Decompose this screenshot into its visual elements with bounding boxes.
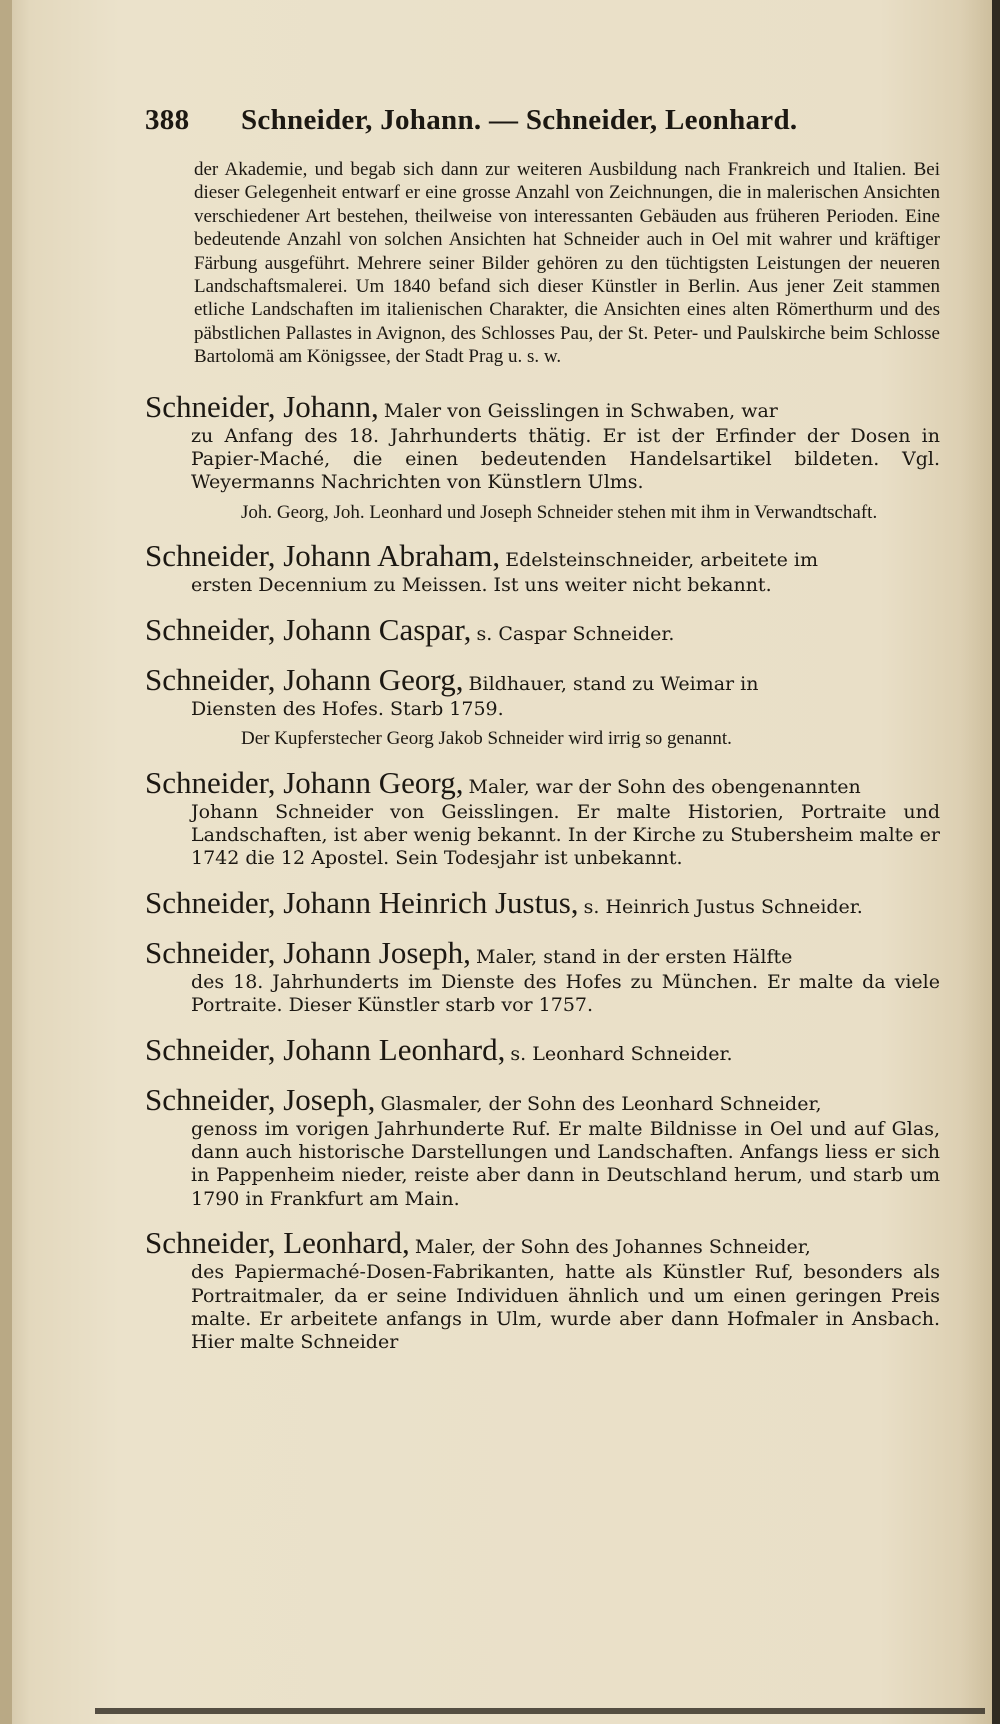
entry-heading: Schneider, Johann Caspar, — [145, 611, 472, 647]
entry-text: des 18. Jahrhunderts im Dienste des Hofes zu München. Er malte da viele Portraite. Dieser Künstler starb vor 1757. — [191, 970, 940, 1017]
entry-text: Johann Schneider von Geisslingen. Er malte Historien, Portraite und Landschaften, ist aber wenig bekannt. In der Kirche zu Stubersheim malte er 1742 die 12 Apostel. Sein Todesjahr ist unbekannt. — [191, 800, 940, 870]
entry-description: Maler, der Sohn des Johannes Schneider, — [414, 1236, 811, 1259]
entry-heading: Schneider, Johann, — [145, 388, 379, 424]
entry-description: Maler von Geisslingen in Schwaben, war — [383, 399, 778, 422]
entry-text: genoss im vorigen Jahrhunderte Ruf. Er malte Bildnisse in Oel und auf Glas, dann auch historische Darstellungen und Landschaften. Anfangs liess er sich in Pappenheim nieder, reiste aber dann in Deutschland herum, und starb um 1790 in Frankfurt am Main. — [191, 1117, 940, 1210]
entry-heading: Schneider, Johann Joseph, — [145, 934, 471, 970]
dictionary-entry — [145, 389, 940, 525]
entry-heading: Schneider, Johann Abraham, — [145, 538, 501, 574]
dictionary-entry — [145, 935, 940, 1018]
running-header — [145, 104, 945, 137]
entry-text: zu Anfang des 18. Jahrhunderts thätig. Er ist der Erfinder der Dosen in Papier-Maché, die einen bedeutenden Handelsartikel bildeten. Vgl. Weyermanns Nachrichten von Künstlern Ulms. — [191, 424, 940, 494]
page-binding-shadow — [0, 0, 12, 1724]
dictionary-entry — [145, 1225, 940, 1355]
continuation-paragraph: der Akademie, und begab sich dann zur weiteren Ausbildung nach Frankreich und Italien. Bei dieser Gelegenheit entwarf er eine grosse Anzahl von Zeichnungen, die in malerischen Ansichten verschiedener Art bestehen, theilweise von interessanten Gebäuden aus früheren Perioden. Eine bedeutende Anzahl von solchen Ansichten hat Schneider auch in Oel mit wahrer und kräftiger Färbung ausgeführt. Mehrere seiner Bilder gehören zu den tüchtigsten Leistungen der neueren Landschaftsmalerei. Um 1840 befand sich dieser Künstler in Berlin. Aus jener Zeit stammen etliche Landschaften im italienischen Charakter, die Ansichten eines alten Römerthurm und des päbstlichen Pallastes in Avignon, des Schlosses Pau, der St. Peter- und Paulskirche beim Schlosse Bartolomä am Königssee, der Stadt Prag u. s. w. — [194, 159, 940, 368]
dictionary-entry — [145, 1082, 940, 1212]
entry-description: Glasmaler, der Sohn des Leonhard Schneider, — [380, 1092, 822, 1115]
entry-text: Diensten des Hofes. Starb 1759. — [191, 697, 504, 720]
entry-text: des Papiermaché-Dosen-Fabrikanten, hatte als Künstler Ruf, besonders als Portraitmaler, da er seine Individuen ähnlich und um einen geringen Preis malte. Er arbeitete anfangs in Ulm, wurde aber dann Hofmaler in Ansbach. Hier malte Schneider — [191, 1261, 940, 1354]
entry-description: s. Heinrich Justus Schneider. — [583, 895, 863, 918]
entry-heading: Schneider, Johann Georg, — [145, 661, 464, 697]
running-title: Schneider, Johann. — Schneider, Leonhard. — [241, 104, 798, 136]
dictionary-entry — [145, 662, 940, 751]
entry-description: s. Leonhard Schneider. — [510, 1042, 733, 1065]
entry-heading: Schneider, Joseph, — [145, 1081, 376, 1117]
entry-heading: Schneider, Johann Heinrich Justus, — [145, 884, 579, 920]
dictionary-entry — [145, 612, 940, 648]
dictionary-entry — [145, 885, 940, 921]
entry-heading: Schneider, Johann Leonhard, — [145, 1031, 506, 1067]
entry-description: Bildhauer, stand zu Weimar in — [468, 672, 759, 695]
entry-description: Maler, stand in der ersten Hälfte — [476, 945, 793, 968]
entry-description: Edelsteinschneider, arbeitete im — [505, 549, 819, 572]
page-bottom-rule — [95, 1708, 985, 1714]
entry-description: Maler, war der Sohn des obengenannten — [468, 775, 861, 798]
dictionary-entry — [145, 538, 940, 597]
dictionary-entry — [145, 765, 940, 871]
entry-heading: Schneider, Johann Georg, — [145, 764, 464, 800]
page-number: 388 — [145, 104, 190, 136]
entry-note: Der Kupferstecher Georg Jakob Schneider wird irrig so genannt. — [241, 728, 732, 750]
entry-note: Joh. Georg, Joh. Leonhard und Joseph Schneider stehen mit ihm in Verwandtschaft. — [241, 501, 878, 523]
dictionary-entry — [145, 1032, 940, 1068]
page-edge — [992, 0, 1000, 1724]
entry-text: ersten Decennium zu Meissen. Ist uns weiter nicht bekannt. — [191, 574, 772, 597]
entry-description: s. Caspar Schneider. — [476, 622, 675, 645]
entry-heading: Schneider, Leonhard, — [145, 1225, 410, 1261]
page-body — [145, 158, 940, 1355]
